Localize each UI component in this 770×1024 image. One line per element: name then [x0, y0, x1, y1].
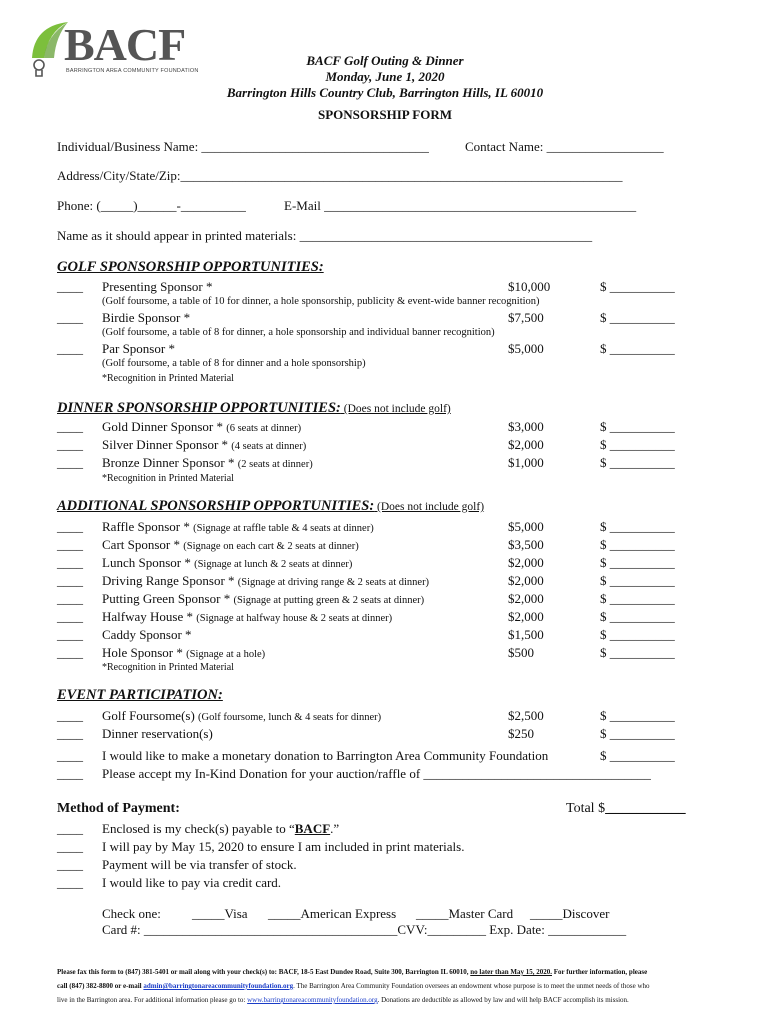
dinner-bronze-blank[interactable]: ____ — [57, 455, 83, 470]
logo-word: BACF — [64, 19, 186, 70]
additional-row-amount[interactable]: $ __________ — [600, 537, 675, 552]
pay-check-text: Enclosed is my check(s) payable to “BACF.” — [102, 821, 340, 836]
golf-presenting-price: $10,000 — [508, 279, 551, 294]
additional-row-price: $3,500 — [508, 537, 544, 552]
pay-card-blank[interactable]: ____ — [57, 875, 83, 890]
footer-line-1: Please fax this form to (847) 381-5401 or mail along with your check(s) to: BACF, 18-5 East Dundee Road, Suite 300, Barrington IL 60010, no later than May 15, 2020. For further information, please — [57, 968, 648, 976]
additional-row-price: $5,000 — [508, 519, 544, 534]
event-dinner-price: $250 — [508, 726, 534, 741]
pay-check-blank[interactable]: ____ — [57, 821, 83, 836]
pay-stock-blank[interactable]: ____ — [57, 857, 83, 872]
event-dinner-blank[interactable]: ____ — [57, 726, 83, 741]
additional-row-blank[interactable]: ____ — [57, 555, 83, 570]
additional-row-name: Cart Sponsor * (Signage on each cart & 2 seats at dinner) — [102, 537, 359, 552]
dinner-gold-price: $3,000 — [508, 419, 544, 434]
business-name-field[interactable]: Individual/Business Name: ___________________________________ — [57, 139, 429, 154]
dinner-silver-name: Silver Dinner Sponsor * (4 seats at dinner) — [102, 437, 307, 452]
additional-row-name: Raffle Sponsor * (Signage at raffle table & 4 seats at dinner) — [102, 519, 374, 534]
event-foursome-price: $2,500 — [508, 708, 544, 723]
event-location: Barrington Hills Country Club, Barrington Hills, IL 60010 — [226, 85, 544, 100]
dinner-bronze-name: Bronze Dinner Sponsor * (2 seats at dinner) — [102, 455, 313, 470]
payment-title: Method of Payment: — [57, 801, 180, 816]
additional-row-name: Hole Sponsor * (Signage at a hole) — [102, 645, 266, 660]
email-field[interactable]: E-Mail ________________________________________________ — [284, 198, 637, 213]
event-dinner-name: Dinner reservation(s) — [102, 726, 213, 741]
additional-recognition-note: *Recognition in Printed Material — [102, 662, 234, 673]
additional-row-blank[interactable]: ____ — [57, 627, 83, 642]
donation-amount[interactable]: $ __________ — [600, 748, 675, 763]
printed-name-field[interactable]: Name as it should appear in printed materials: _____________________________________________ — [57, 228, 593, 243]
dinner-section-note: (Does not include golf) — [340, 403, 451, 415]
dinner-gold-blank[interactable]: ____ — [57, 419, 83, 434]
footer-website-link[interactable]: www.barringtonareacommunityfoundation.org — [247, 996, 378, 1004]
golf-birdie-price: $7,500 — [508, 310, 544, 325]
golf-birdie-blank[interactable]: ____ — [57, 310, 83, 325]
additional-row-blank[interactable]: ____ — [57, 537, 83, 552]
inkind-blank[interactable]: ____ — [57, 766, 83, 781]
additional-section-title: ADDITIONAL SPONSORSHIP OPPORTUNITIES: (Does not include golf) — [57, 498, 485, 514]
golf-par-amount[interactable]: $ __________ — [600, 341, 675, 356]
dinner-gold-amount[interactable]: $ __________ — [600, 419, 675, 434]
phone-field[interactable]: Phone: (_____)______-__________ — [57, 198, 246, 213]
dinner-bronze-amount[interactable]: $ __________ — [600, 455, 675, 470]
donation-blank[interactable]: ____ — [57, 748, 83, 763]
additional-row-price: $2,000 — [508, 609, 544, 624]
footer-email-link[interactable]: admin@barringtonareacommunityfoundation.org — [143, 982, 294, 990]
event-title: BACF Golf Outing & Dinner — [306, 53, 464, 68]
event-foursome-name: Golf Foursome(s) (Golf foursome, lunch & 4 seats for dinner) — [102, 708, 382, 723]
card-number-line[interactable]: Card #: _______________________________________CVV:_________ Exp. Date: ____________ — [102, 922, 627, 937]
additional-row-blank[interactable]: ____ — [57, 573, 83, 588]
additional-row-blank[interactable]: ____ — [57, 645, 83, 660]
card-discover-option[interactable]: _____Discover — [530, 906, 610, 921]
additional-row-name: Driving Range Sponsor * (Signage at driving range & 2 seats at dinner) — [102, 573, 430, 588]
dinner-silver-price: $2,000 — [508, 437, 544, 452]
address-field[interactable]: Address/City/State/Zip:____________________________________________________________________ — [57, 168, 623, 183]
dinner-silver-blank[interactable]: ____ — [57, 437, 83, 452]
golf-section-title: GOLF SPONSORSHIP OPPORTUNITIES: — [57, 259, 324, 275]
additional-section-note: (Does not include golf) — [374, 501, 485, 513]
additional-row-amount[interactable]: $ __________ — [600, 555, 675, 570]
additional-row-name: Putting Green Sponsor * (Signage at putting green & 2 seats at dinner) — [102, 591, 425, 606]
card-mastercard-option[interactable]: _____Master Card — [416, 906, 514, 921]
form-title: SPONSORSHIP FORM — [318, 107, 452, 122]
additional-row-amount[interactable]: $ __________ — [600, 609, 675, 624]
total-field[interactable]: Total $ ___________ — [566, 801, 686, 816]
golf-par-desc: (Golf foursome, a table of 8 for dinner and a hole sponsorship) — [102, 358, 366, 369]
additional-row-amount[interactable]: $ __________ — [600, 645, 675, 660]
event-foursome-blank[interactable]: ____ — [57, 708, 83, 723]
additional-row-price: $2,000 — [508, 591, 544, 606]
golf-presenting-desc: (Golf foursome, a table of 10 for dinner, a hole sponsorship, publicity & event-wide banner recognition) — [102, 296, 540, 307]
additional-row-amount[interactable]: $ __________ — [600, 519, 675, 534]
dinner-silver-amount[interactable]: $ __________ — [600, 437, 675, 452]
golf-presenting-amount[interactable]: $ __________ — [600, 279, 675, 294]
pay-later-text: I will pay by May 15, 2020 to ensure I am included in print materials. — [102, 839, 465, 854]
additional-row-name: Halfway House * (Signage at halfway house & 2 seats at dinner) — [102, 609, 393, 624]
additional-row-amount[interactable]: $ __________ — [600, 573, 675, 588]
pay-stock-text: Payment will be via transfer of stock. — [102, 857, 297, 872]
additional-row-price: $500 — [508, 645, 534, 660]
golf-presenting-name: Presenting Sponsor * — [102, 279, 213, 294]
additional-row-price: $2,000 — [508, 573, 544, 588]
additional-row-blank[interactable]: ____ — [57, 609, 83, 624]
logo-subtitle: BARRINGTON AREA COMMUNITY FOUNDATION — [66, 68, 199, 74]
dinner-recognition-note: *Recognition in Printed Material — [102, 473, 234, 484]
additional-row-name: Caddy Sponsor * — [102, 627, 192, 642]
golf-recognition-note: *Recognition in Printed Material — [102, 373, 234, 384]
event-dinner-amount[interactable]: $ __________ — [600, 726, 675, 741]
additional-row-amount[interactable]: $ __________ — [600, 627, 675, 642]
additional-row-price: $1,500 — [508, 627, 544, 642]
check-one-label: Check one: — [102, 906, 161, 921]
footer-line-2: call (847) 382-8800 or e-mail admin@barringtonareacommunityfoundation.org. The Barrington Area Community Foundation oversees an endowment whose purpose is to meet the unmet needs of those who — [57, 982, 650, 990]
dinner-gold-name: Gold Dinner Sponsor * (6 seats at dinner) — [102, 419, 302, 434]
pay-later-blank[interactable]: ____ — [57, 839, 83, 854]
footer-line-3: live in the Barrington area. For additional information please go to: www.barringtonareacommunityfoundation.org. Donations are deductible as allowed by law and will help BACF accomplish its mission. — [57, 996, 629, 1004]
golf-birdie-amount[interactable]: $ __________ — [600, 310, 675, 325]
card-visa-option[interactable]: _____Visa — [192, 906, 248, 921]
dinner-section-title: DINNER SPONSORSHIP OPPORTUNITIES: (Does not include golf) — [57, 400, 451, 416]
golf-par-blank[interactable]: ____ — [57, 341, 83, 356]
pay-card-text: I would like to pay via credit card. — [102, 875, 282, 890]
golf-presenting-blank[interactable]: ____ — [57, 279, 83, 294]
dinner-bronze-price: $1,000 — [508, 455, 544, 470]
additional-row-price: $2,000 — [508, 555, 544, 570]
donation-text: I would like to make a monetary donation to Barrington Area Community Foundation — [102, 748, 549, 763]
golf-par-price: $5,000 — [508, 341, 544, 356]
golf-par-name: Par Sponsor * — [102, 341, 175, 356]
additional-row-name: Lunch Sponsor * (Signage at lunch & 2 seats at dinner) — [102, 555, 353, 570]
card-amex-option[interactable]: _____American Express — [268, 906, 397, 921]
event-foursome-amount[interactable]: $ __________ — [600, 708, 675, 723]
golf-birdie-name: Birdie Sponsor * — [102, 310, 191, 325]
event-date: Monday, June 1, 2020 — [325, 69, 445, 84]
contact-name-field[interactable]: Contact Name: __________________ — [465, 139, 664, 154]
additional-row-blank[interactable]: ____ — [57, 519, 83, 534]
inkind-text[interactable]: Please accept my In-Kind Donation for your auction/raffle of ___________________________________ — [102, 766, 651, 781]
additional-row-blank[interactable]: ____ — [57, 591, 83, 606]
golf-birdie-desc: (Golf foursome, a table of 8 for dinner, a hole sponsorship and individual banner recognition) — [102, 327, 495, 338]
event-section-title: EVENT PARTICIPATION: — [57, 687, 223, 703]
additional-row-amount[interactable]: $ __________ — [600, 591, 675, 606]
